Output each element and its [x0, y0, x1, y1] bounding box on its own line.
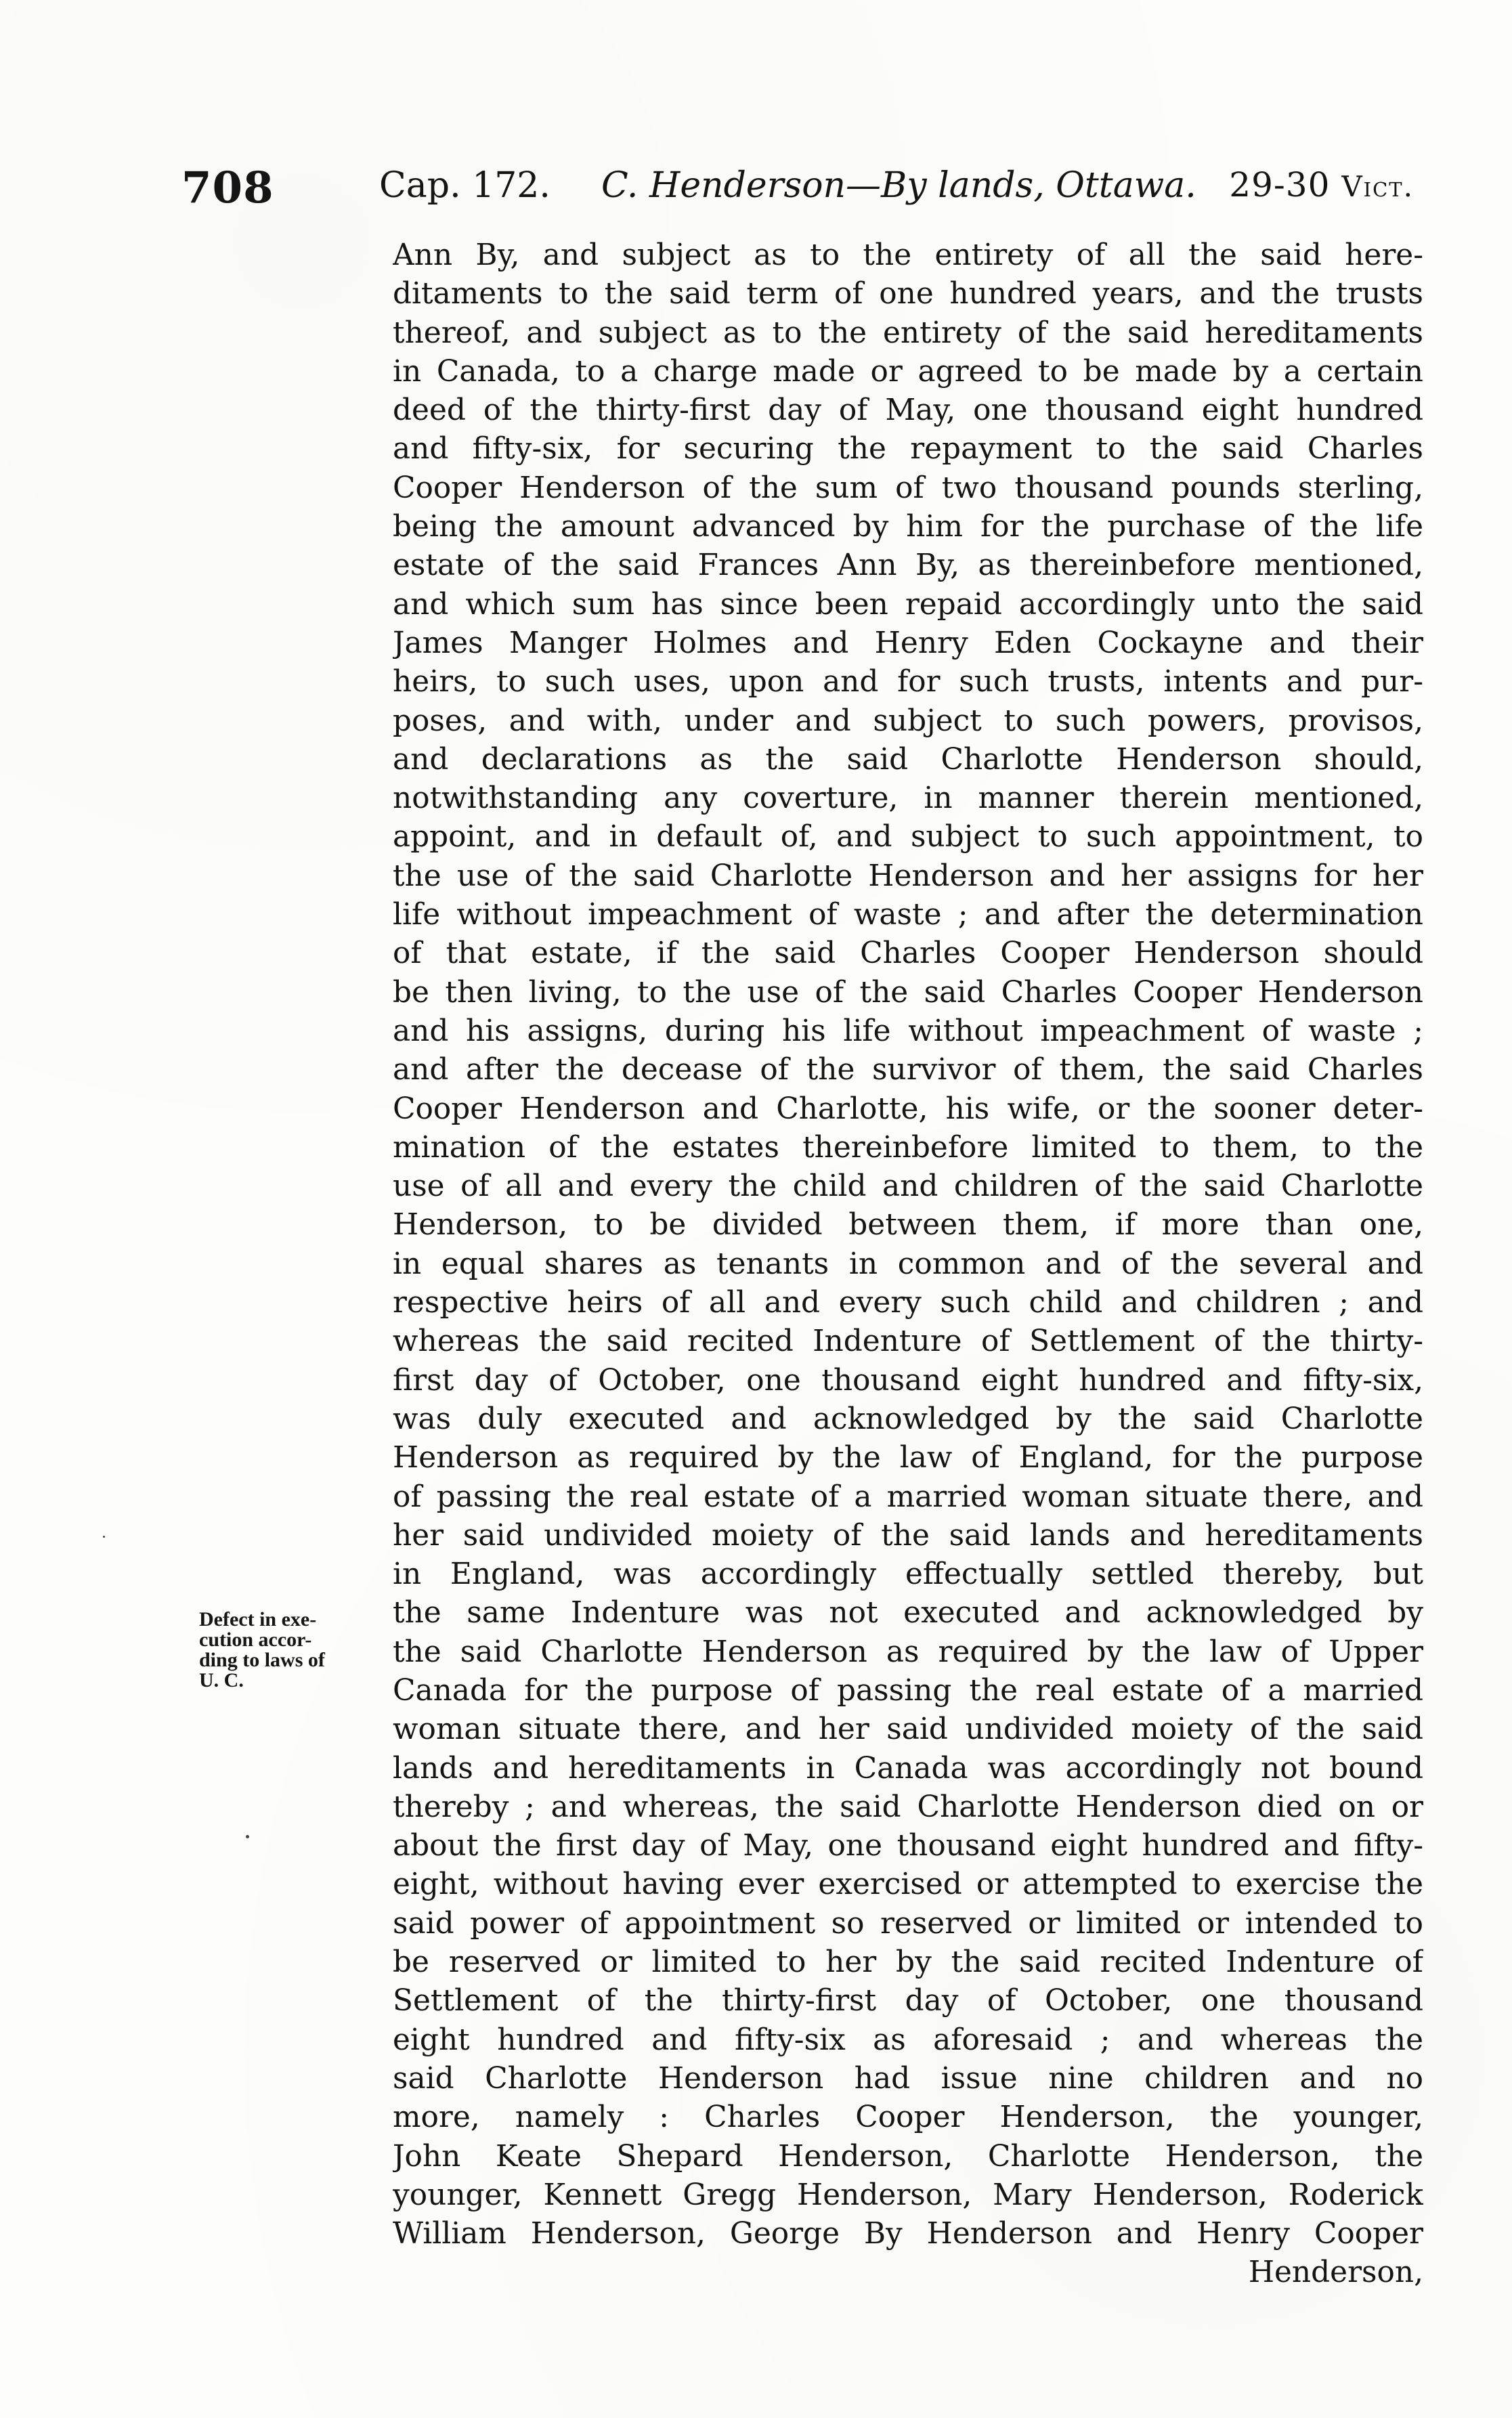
text-line: heirs, to such uses, upon and for such trusts, intents and pur-: [393, 664, 1423, 699]
text-line: lands and hereditaments in Canada was accordingly not bound: [393, 1750, 1423, 1786]
text-line: John Keate Shepard Henderson, Charlotte Henderson, the: [393, 2138, 1423, 2174]
text-line: notwithstanding any coverture, in manner therein mentioned,: [393, 781, 1423, 816]
text-line: estate of the said Frances Ann By, as thereinbefore mentioned,: [393, 548, 1423, 583]
text-line: Cooper Henderson of the sum of two thousand pounds sterling,: [393, 470, 1423, 505]
text-line: her said undivided moiety of the said lands and hereditaments: [393, 1517, 1423, 1553]
text-line: poses, and with, under and subject to such powers, provisos,: [393, 703, 1423, 738]
text-line: and his assigns, during his life without impeachment of waste ;: [393, 1013, 1423, 1048]
text-line: woman situate there, and her said undivided moiety of the said: [393, 1712, 1423, 1747]
margin-note-line: U. C.: [199, 1669, 244, 1691]
text-line: and declarations as the said Charlotte Henderson should,: [393, 741, 1423, 777]
text-line: of passing the real estate of a married woman situate there, and: [393, 1479, 1423, 1514]
text-line: the same Indenture was not executed and acknowledged by: [393, 1595, 1423, 1631]
regnal-year: [1229, 165, 1414, 204]
text-line: being the amount advanced by him for the purchase of the life: [393, 509, 1423, 544]
paper-speck: [246, 1835, 249, 1838]
text-line: Ann By, and subject as to the entirety of all the said here-: [393, 238, 1423, 272]
text-line: life without impeachment of waste ; and after the determination: [393, 897, 1423, 932]
text-line: the use of the said Charlotte Henderson and her assigns for her: [393, 858, 1423, 893]
text-line: thereof, and subject as to the entirety of the said hereditaments: [393, 315, 1423, 350]
text-line: be then living, to the use of the said Charles Cooper Henderson: [393, 974, 1423, 1010]
text-line: James Manger Holmes and Henry Eden Cockayne and their: [393, 625, 1423, 660]
text-line: said Charlotte Henderson had issue nine children and no: [393, 2060, 1423, 2096]
text-line: use of all and every the child and children of the said Charlotte: [393, 1169, 1423, 1204]
text-line: eight, without having ever exercised or attempted to exercise the: [393, 1867, 1423, 1902]
running-title: C. Henderson—By lands, Ottawa.: [601, 165, 1196, 206]
paper-speck: [103, 1536, 105, 1538]
text-line: about the first day of May, one thousand eight hundred and fifty-: [393, 1828, 1423, 1863]
text-line: in England, was accordingly effectually settled thereby, but: [393, 1557, 1423, 1592]
text-line: mination of the estates thereinbefore limited to them, to the: [393, 1129, 1423, 1165]
margin-note: [199, 1610, 382, 1691]
text-line: first day of October, one thousand eight hundred and fifty-six,: [393, 1362, 1423, 1398]
text-line: the said Charlotte Henderson as required by the law of Upper: [393, 1634, 1423, 1669]
text-line: Settlement of the thirty-first day of October, one thousand: [393, 1983, 1423, 2018]
text-line: in equal shares as tenants in common and of the several and: [393, 1246, 1423, 1281]
text-line: respective heirs of all and every such child and children ; and: [393, 1285, 1423, 1320]
text-line: thereby ; and whereas, the said Charlotte Henderson died on or: [393, 1789, 1423, 1824]
regnal-year-number: 29-30: [1229, 165, 1331, 204]
margin-note-line: Defect in exe-: [199, 1608, 317, 1631]
text-line: deed of the thirty-first day of May, one thousand eight hundred: [393, 393, 1423, 428]
text-line: more, namely : Charles Cooper Henderson, the younger,: [393, 2100, 1423, 2135]
page-header: [181, 163, 1414, 217]
text-line: be reserved or limited to her by the said recited Indenture of: [393, 1945, 1423, 1980]
text-line: Henderson,: [1248, 2255, 1423, 2290]
text-line: and which sum has since been repaid accordingly unto the said: [393, 586, 1423, 622]
text-line: of that estate, if the said Charles Cooper Henderson should: [393, 936, 1423, 971]
text-line: Henderson as required by the law of England, for the purpose: [393, 1440, 1423, 1475]
text-line: younger, Kennett Gregg Henderson, Mary Henderson, Roderick: [393, 2177, 1423, 2212]
page-number: 708: [181, 163, 274, 213]
text-line: Canada for the purpose of passing the real estate of a married: [393, 1672, 1423, 1708]
text-line: William Henderson, George By Henderson and Henry Cooper: [393, 2216, 1423, 2251]
regnal-year-abbrev: Vict.: [1341, 170, 1414, 203]
text-line: Henderson, to be divided between them, if more than one,: [393, 1207, 1423, 1243]
text-line: and fifty-six, for securing the repayment to the said Charles: [393, 431, 1423, 467]
margin-note-line: cution accor-: [199, 1628, 312, 1651]
body-text: [393, 236, 1423, 2292]
text-line: ditaments to the said term of one hundred years, and the trusts: [393, 276, 1423, 311]
text-line: and after the decease of the survivor of them, the said Charles: [393, 1052, 1423, 1087]
text-line: Cooper Henderson and Charlotte, his wife, or the sooner deter-: [393, 1091, 1423, 1126]
margin-note-line: ding to laws of: [199, 1649, 325, 1671]
text-line: appoint, and in default of, and subject to such appointment, to: [393, 819, 1423, 855]
text-line: in Canada, to a charge made or agreed to be made by a certain: [393, 353, 1423, 389]
chapter-label: Cap. 172.: [379, 165, 550, 206]
text-line: whereas the said recited Indenture of Settlement of the thirty-: [393, 1324, 1423, 1359]
text-line: eight hundred and fifty-six as aforesaid ; and whereas the: [393, 2022, 1423, 2057]
text-line: was duly executed and acknowledged by the said Charlotte: [393, 1401, 1423, 1436]
text-line: said power of appointment so reserved or limited or intended to: [393, 1905, 1423, 1941]
